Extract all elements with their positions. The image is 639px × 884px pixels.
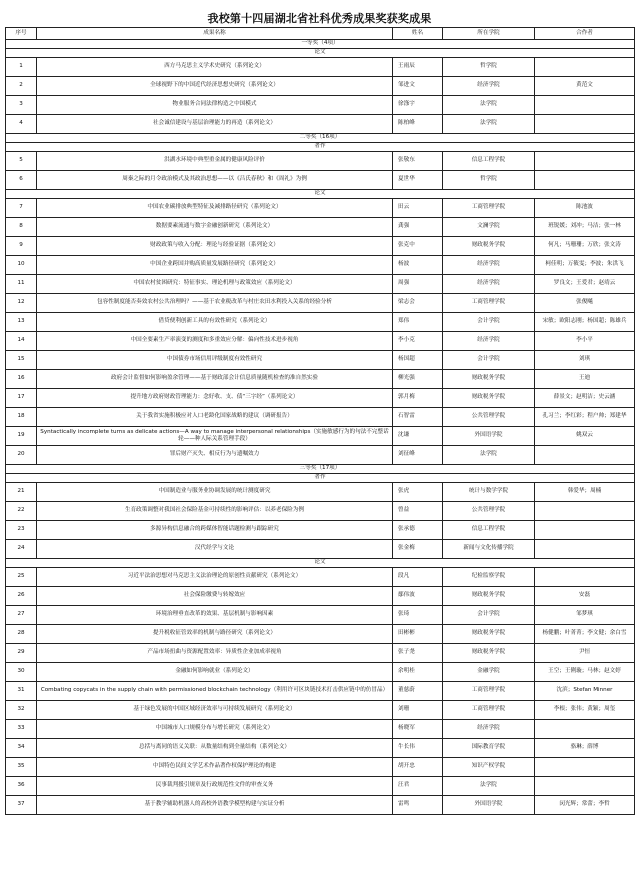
row-number: 13: [6, 312, 37, 331]
row-author: 刘珊: [393, 700, 443, 719]
row-coauthors: [535, 57, 635, 76]
group-type-row: [6, 142, 635, 151]
row-author: 夏世华: [393, 170, 443, 189]
row-school: 经济学院: [443, 76, 535, 95]
table-row: [6, 426, 635, 445]
row-author: 张承德: [393, 520, 443, 539]
row-number: 19: [6, 426, 37, 445]
row-number: 30: [6, 662, 37, 681]
row-coauthors: 王迪: [535, 369, 635, 388]
row-title: 民事裁判援引规章及行政规范性文件的审查义务: [37, 776, 393, 795]
row-number: 1: [6, 57, 37, 76]
row-coauthors: 黄范文: [535, 76, 635, 95]
table-row: [6, 312, 635, 331]
row-school: 会计学院: [443, 605, 535, 624]
row-author: 王雨辰: [393, 57, 443, 76]
section-heading-row: [6, 464, 635, 473]
row-author: 余明桂: [393, 662, 443, 681]
row-title: 基于教学辅助机器人的高校外语教学模型构建与实证分析: [37, 795, 393, 814]
row-title: 周秦之际的月令政治模式及其政治思想——以《吕氏春秋》和《周礼》为例: [37, 170, 393, 189]
row-title: 洪湖水环境中典型重金属的健康风险评价: [37, 151, 393, 170]
row-number: 37: [6, 795, 37, 814]
row-author: 郑伟: [393, 312, 443, 331]
header-title: 成果名称: [37, 28, 393, 40]
table-header-row: [6, 28, 635, 40]
row-title: Syntactically incomplete turns as delicate actions—A way to manage interpersonal relationships（实施敏感行为的句法不完整话轮——种人际关系管理手段）: [37, 426, 393, 445]
row-author: 胡开忠: [393, 757, 443, 776]
row-school: 外国语学院: [443, 795, 535, 814]
row-school: 信息工程学院: [443, 151, 535, 170]
row-number: 18: [6, 407, 37, 426]
row-coauthors: [535, 445, 635, 464]
group-type-row: [6, 48, 635, 57]
row-number: 29: [6, 643, 37, 662]
row-author: 张虎: [393, 482, 443, 501]
row-title: 数据要素流通与数字金融创新研究（系列论文）: [37, 217, 393, 236]
section-heading-row: [6, 39, 635, 48]
row-title: 中国制造业与服务业协调发展的统计测度研究: [37, 482, 393, 501]
row-school: 新闻与文化传播学院: [443, 539, 535, 558]
row-number: 35: [6, 757, 37, 776]
row-coauthors: [535, 170, 635, 189]
table-row: [6, 57, 635, 76]
row-author: 牛长伟: [393, 738, 443, 757]
row-school: 公共管理学院: [443, 407, 535, 426]
table-row: [6, 236, 635, 255]
section-heading: 二等奖（16项）: [6, 133, 635, 142]
row-school: 信息工程学院: [443, 520, 535, 539]
row-author: 杨波: [393, 255, 443, 274]
header-coauthors: 合作者: [535, 28, 635, 40]
row-title: 西方马克思主义学术史研究（系列论文）: [37, 57, 393, 76]
row-coauthors: 班锐媛；刘冲；马洁；张一林: [535, 217, 635, 236]
row-number: 10: [6, 255, 37, 274]
table-row: [6, 700, 635, 719]
row-title: 多源异构信息融合的跨媒体智能话题检测与跟踪研究: [37, 520, 393, 539]
row-school: 公共管理学院: [443, 501, 535, 520]
table-row: [6, 605, 635, 624]
row-coauthors: [535, 757, 635, 776]
table-row: [6, 170, 635, 189]
row-coauthors: 柯佳明；万筱雯；李波；朱洪飞: [535, 255, 635, 274]
row-coauthors: 沈滨；Stefan Minner: [535, 681, 635, 700]
row-coauthors: 何凡；马珊珊；万欣；张文涛: [535, 236, 635, 255]
row-number: 27: [6, 605, 37, 624]
row-number: 12: [6, 293, 37, 312]
row-author: 鄢伟波: [393, 586, 443, 605]
row-coauthors: 陈池波: [535, 198, 635, 217]
group-type-label: 论文: [6, 48, 635, 57]
row-title: 物业服务合同法律构造之中国模式: [37, 95, 393, 114]
row-school: 国际教育学院: [443, 738, 535, 757]
header-author: 姓名: [393, 28, 443, 40]
row-number: 24: [6, 539, 37, 558]
row-author: 柳光强: [393, 369, 443, 388]
row-author: 雷鸣: [393, 795, 443, 814]
row-coauthors: 罗良文；王爱君；赵靖云: [535, 274, 635, 293]
row-title: 总括与离同的语义关联：从数量结构到全量结构（系列论文）: [37, 738, 393, 757]
table-row: [6, 662, 635, 681]
row-number: 26: [6, 586, 37, 605]
row-author: 张克中: [393, 236, 443, 255]
row-title: 政府会计监督如何影响盈余管理——基于财政部会计信息质量随机检查的准自然实验: [37, 369, 393, 388]
table-row: [6, 369, 635, 388]
table-row: [6, 520, 635, 539]
row-coauthors: 张俊飚: [535, 293, 635, 312]
row-coauthors: 刘琪: [535, 350, 635, 369]
table-row: [6, 501, 635, 520]
row-number: 8: [6, 217, 37, 236]
row-title: 习近平法治思想对马克思主义法治理论的原创性贡献研究（系列论文）: [37, 567, 393, 586]
row-school: 哲学院: [443, 57, 535, 76]
row-title: 基于绿色发展的中国区域经济效率与可持续发展研究（系列论文）: [37, 700, 393, 719]
table-row: [6, 719, 635, 738]
row-coauthors: [535, 520, 635, 539]
row-title: 借贷便利创新工具的有效性研究（系列论文）: [37, 312, 393, 331]
row-author: 杨晓军: [393, 719, 443, 738]
row-author: 曾益: [393, 501, 443, 520]
row-coauthors: 宋敏；欧阳志刚；杨国超；陈雄兵: [535, 312, 635, 331]
row-coauthors: 安磊: [535, 586, 635, 605]
row-title: 环境治理垂直改革的效果、基层机制与影响因素: [37, 605, 393, 624]
table-row: [6, 757, 635, 776]
row-number: 2: [6, 76, 37, 95]
row-title: 中国企业跨国并购高质量发展路径研究（系列论文）: [37, 255, 393, 274]
row-school: 外国语学院: [443, 426, 535, 445]
row-school: 工商管理学院: [443, 293, 535, 312]
row-number: 36: [6, 776, 37, 795]
row-title: 金融如何影响就业（系列论文）: [37, 662, 393, 681]
row-author: 周强: [393, 274, 443, 293]
row-author: 邹进文: [393, 76, 443, 95]
group-type-row: [6, 558, 635, 567]
table-row: [6, 738, 635, 757]
row-title: 中国农村贫困研究：特征事实、理论机理与政策效应（系列论文）: [37, 274, 393, 293]
row-school: 财政税务学院: [443, 643, 535, 662]
section-heading: 三等奖（17项）: [6, 464, 635, 473]
row-school: 财政税务学院: [443, 624, 535, 643]
row-title: 社会保险缴费与转嫁效应: [37, 586, 393, 605]
table-row: [6, 350, 635, 369]
row-coauthors: 韩爱华；周楠: [535, 482, 635, 501]
row-number: 9: [6, 236, 37, 255]
row-school: 会计学院: [443, 350, 535, 369]
row-school: 财政税务学院: [443, 586, 535, 605]
table-row: [6, 445, 635, 464]
row-coauthors: [535, 95, 635, 114]
row-number: 33: [6, 719, 37, 738]
row-school: 哲学院: [443, 170, 535, 189]
table-body: [6, 39, 635, 814]
table-row: [6, 388, 635, 407]
row-number: 14: [6, 331, 37, 350]
row-coauthors: 姚双云: [535, 426, 635, 445]
row-coauthors: [535, 114, 635, 133]
row-title: 中国特色民间文学艺术作品著作权保护理论的构建: [37, 757, 393, 776]
section-heading: 一等奖（4项）: [6, 39, 635, 48]
table-row: [6, 114, 635, 133]
row-coauthors: [535, 501, 635, 520]
row-author: 杨国超: [393, 350, 443, 369]
row-title: 提升税收征管效率的机制与路径研究（系列论文）: [37, 624, 393, 643]
document-title: 我校第十四届湖北省社科优秀成果奖获奖成果: [207, 12, 432, 25]
row-title: 包容性制度能否奏效农村公共治理吗？——基于农业税改革与村庄农田水利投入关系的经验分析: [37, 293, 393, 312]
row-number: 31: [6, 681, 37, 700]
group-type-row: [6, 189, 635, 198]
row-number: 20: [6, 445, 37, 464]
row-author: 张琦: [393, 605, 443, 624]
row-title: 生育政策调整对我国社会保险基金可持续性的影响评估：以养老保险为例: [37, 501, 393, 520]
row-title: Combating copycats in the supply chain with permissioned blockchain technology（利用许可区块链技术打击供应链中的仿冒品）: [37, 681, 393, 700]
table-row: [6, 255, 635, 274]
group-type-label: 著作: [6, 142, 635, 151]
row-coauthors: [535, 719, 635, 738]
row-author: 张敬东: [393, 151, 443, 170]
row-school: 经济学院: [443, 331, 535, 350]
table-row: [6, 76, 635, 95]
table-row: [6, 407, 635, 426]
row-school: 财政税务学院: [443, 236, 535, 255]
row-title: 中国债券市场信用评级制度有效性研究: [37, 350, 393, 369]
row-author: 段凡: [393, 567, 443, 586]
row-author: 徐涤宇: [393, 95, 443, 114]
table-row: [6, 482, 635, 501]
row-number: 34: [6, 738, 37, 757]
row-school: 工商管理学院: [443, 700, 535, 719]
row-school: 财政税务学院: [443, 369, 535, 388]
row-school: 经济学院: [443, 274, 535, 293]
table-row: [6, 643, 635, 662]
row-author: 张子尧: [393, 643, 443, 662]
row-school: 经济学院: [443, 255, 535, 274]
table-row: [6, 274, 635, 293]
row-author: 陈柏峰: [393, 114, 443, 133]
row-title: 提升地方政府财政管理能力：念好收、支、债“三字经”（系列论文）: [37, 388, 393, 407]
row-author: 董慈蔚: [393, 681, 443, 700]
group-type-label: 论文: [6, 558, 635, 567]
row-author: 石智雷: [393, 407, 443, 426]
table-row: [6, 624, 635, 643]
row-coauthors: 邹梦琪: [535, 605, 635, 624]
row-school: 纪检监察学院: [443, 567, 535, 586]
row-school: 经济学院: [443, 719, 535, 738]
row-author: 田云: [393, 198, 443, 217]
row-title: 产品市场扭曲与资源配置效率：异质性企业加成率视角: [37, 643, 393, 662]
row-coauthors: 李小平: [535, 331, 635, 350]
row-coauthors: 闵光辉；常蕾；李哲: [535, 795, 635, 814]
section-heading-row: [6, 133, 635, 142]
header-no: 序号: [6, 28, 37, 40]
table-row: [6, 293, 635, 312]
row-coauthors: 王空；王俐璇；马林；赵文婷: [535, 662, 635, 681]
row-number: 23: [6, 520, 37, 539]
row-author: 李小克: [393, 331, 443, 350]
table-row: [6, 539, 635, 558]
table-row: [6, 776, 635, 795]
row-title: 财政政策与收入分配：理论与经验证据（系列论文）: [37, 236, 393, 255]
awards-table: [5, 27, 635, 815]
row-coauthors: [535, 151, 635, 170]
row-title: 中国城市人口规模分布与增长研究（系列论文）: [37, 719, 393, 738]
row-title: 汉代经学与文论: [37, 539, 393, 558]
row-school: 金融学院: [443, 662, 535, 681]
row-school: 会计学院: [443, 312, 535, 331]
row-author: 汪君: [393, 776, 443, 795]
row-school: 统计与数学学院: [443, 482, 535, 501]
row-number: 5: [6, 151, 37, 170]
row-number: 17: [6, 388, 37, 407]
group-type-label: 著作: [6, 473, 635, 482]
group-type-label: 论文: [6, 189, 635, 198]
group-type-row: [6, 473, 635, 482]
row-coauthors: 薛景文；赵明洁；史云涵: [535, 388, 635, 407]
header-school: 所在学院: [443, 28, 535, 40]
row-title: 中国全要素生产率演变的测度和多重效应分解：偏向性技术进步视角: [37, 331, 393, 350]
row-number: 16: [6, 369, 37, 388]
row-number: 6: [6, 170, 37, 189]
row-number: 7: [6, 198, 37, 217]
table-row: [6, 795, 635, 814]
row-school: 工商管理学院: [443, 198, 535, 217]
row-school: 法学院: [443, 114, 535, 133]
row-school: 法学院: [443, 95, 535, 114]
row-author: 刘征峰: [393, 445, 443, 464]
row-school: 工商管理学院: [443, 681, 535, 700]
row-school: 文澜学院: [443, 217, 535, 236]
row-school: 法学院: [443, 776, 535, 795]
row-coauthors: 杨健鹏；叶菁菁；李文健；余白雪: [535, 624, 635, 643]
row-number: 25: [6, 567, 37, 586]
table-row: [6, 586, 635, 605]
row-title: 全球视野下的中国近代经济思想史研究（系列论文）: [37, 76, 393, 95]
table-row: [6, 681, 635, 700]
row-author: 郭月梅: [393, 388, 443, 407]
row-coauthors: 尹恒: [535, 643, 635, 662]
row-number: 21: [6, 482, 37, 501]
row-author: 沈谦: [393, 426, 443, 445]
row-school: 知识产权学院: [443, 757, 535, 776]
table-row: [6, 151, 635, 170]
row-coauthors: [535, 776, 635, 795]
row-school: 法学院: [443, 445, 535, 464]
table-row: [6, 567, 635, 586]
row-title: 中国农业碳排放典型特征及减排路径研究（系列论文）: [37, 198, 393, 217]
row-coauthors: 骆琳；薛博: [535, 738, 635, 757]
table-row: [6, 95, 635, 114]
row-author: 梁志会: [393, 293, 443, 312]
row-coauthors: 李根；张伟；黄颖；周玺: [535, 700, 635, 719]
row-coauthors: [535, 567, 635, 586]
row-author: 龚强: [393, 217, 443, 236]
row-coauthors: [535, 539, 635, 558]
row-coauthors: 孔习兰；李红彩；程户帅；郑建华: [535, 407, 635, 426]
row-author: 田彬彬: [393, 624, 443, 643]
row-number: 3: [6, 95, 37, 114]
row-number: 11: [6, 274, 37, 293]
row-school: 财政税务学院: [443, 388, 535, 407]
row-title: 社会诚信建设与基层治理能力的再造（系列论文）: [37, 114, 393, 133]
row-number: 15: [6, 350, 37, 369]
table-row: [6, 331, 635, 350]
row-number: 28: [6, 624, 37, 643]
row-number: 22: [6, 501, 37, 520]
row-title: 关于我省实施积极应对人口老龄化国家战略的建议（调研报告）: [37, 407, 393, 426]
table-row: [6, 217, 635, 236]
table-row: [6, 198, 635, 217]
row-number: 32: [6, 700, 37, 719]
row-author: 张金梅: [393, 539, 443, 558]
row-number: 4: [6, 114, 37, 133]
row-title: 罪后财产灭失、相反行为与遗嘱效力: [37, 445, 393, 464]
